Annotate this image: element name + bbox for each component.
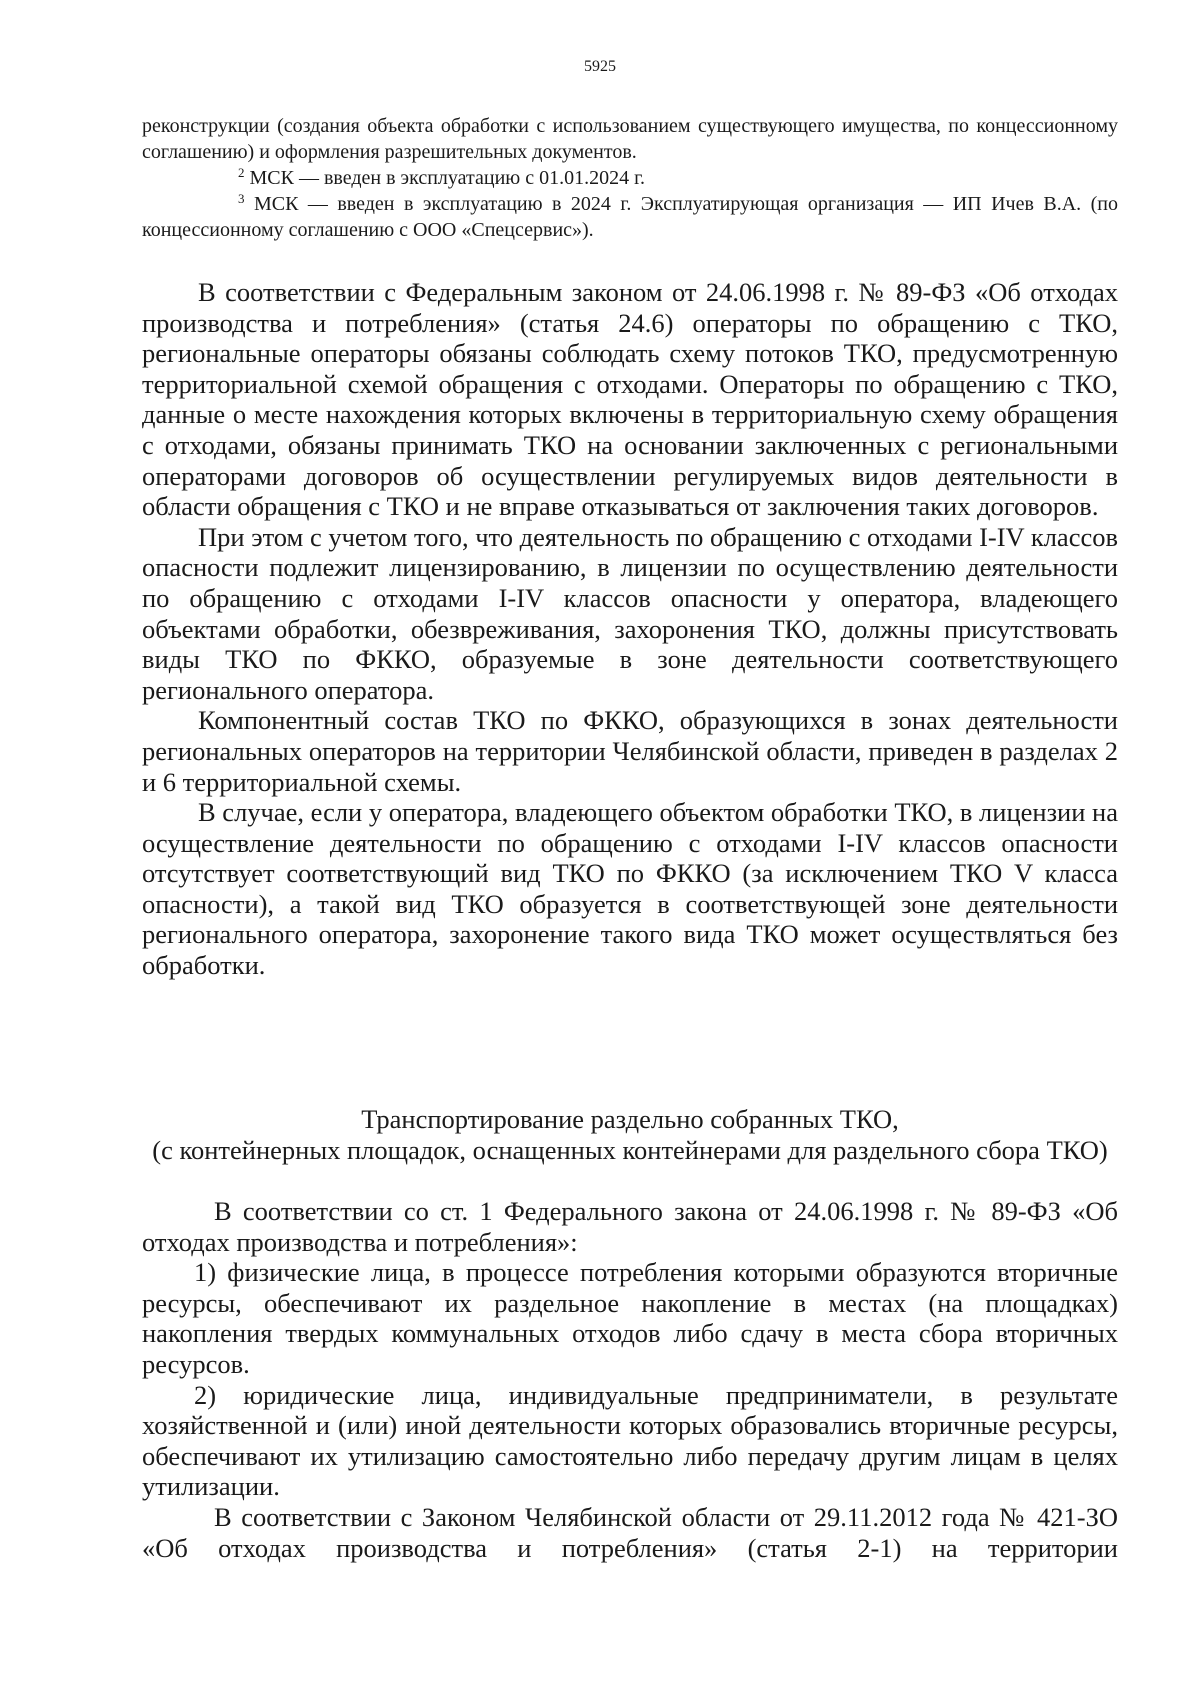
section-heading-line1: Транспортирование раздельно собранных ТКО, bbox=[361, 1104, 899, 1134]
footnote-2 bbox=[142, 165, 1118, 191]
footnote-3 bbox=[142, 191, 1118, 243]
footnote-2-text: МСК — введен в эксплуатацию с 01.01.2024 г. bbox=[244, 167, 646, 189]
paragraph-intro: В соответствии со ст. 1 Федерального закона от 24.06.1998 г. № 89-ФЗ «Об отходах производства и потребления»: bbox=[142, 1196, 1118, 1257]
paragraph-no-processing: В случае, если у оператора, владеющего объектом обработки ТКО, в лицензии на осуществление деятельности по обращению с отходами I-IV классов опасности отсутствует соответствующий вид ТКО по ФККО (за исключением ТКО V класса опасности), а такой вид ТКО образуется в соответствующей зоне деятельности регионального оператора, захоронение такого вида ТКО может осуществляться без обработки. bbox=[142, 797, 1118, 981]
list-item-2: 2) юридические лица, индивидуальные предприниматели, в результате хозяйственной и (или) иной деятельности которых образовались вторичные ресурсы, обеспечивают их утилизацию самостоятельно либо передачу другим лицам в целях утилизации. bbox=[142, 1379, 1118, 1502]
footnote-continuation: реконструкции (создания объекта обработки с использованием существующего имущества, по концессионному соглашению) и оформления разрешительных документов. bbox=[142, 115, 1118, 163]
footnote-3-mark: 3 bbox=[238, 191, 245, 206]
section-heading bbox=[142, 1104, 1118, 1165]
footnote-3-text: МСК — введен в эксплуатацию в 2024 г. Эксплуатирующая организация — ИП Ичев В.А. (по концессионному соглашению с ООО «Спецсервис»). bbox=[142, 193, 1118, 241]
list-item-1: 1) физические лица, в процессе потребления которыми образуются вторичные ресурсы, обеспечивают их раздельное накопление в местах (на площадках) накопления твердых коммунальных отходов либо сдачу в места сбора вторичных ресурсов. bbox=[142, 1257, 1118, 1379]
section-heading-line2: (с контейнерных площадок, оснащенных контейнерами для раздельного сбора ТКО) bbox=[152, 1134, 1108, 1165]
page-number: 5925 bbox=[584, 58, 616, 75]
section-body bbox=[142, 1196, 1118, 1563]
footnotes bbox=[142, 113, 1118, 243]
main-body bbox=[142, 277, 1118, 981]
footnote-2-mark: 2 bbox=[238, 165, 245, 180]
paragraph-composition: Компонентный состав ТКО по ФККО, образующихся в зонах деятельности региональных операторов на территории Челябинской области, приведен в разделах 2 и 6 территориальной схемы. bbox=[142, 705, 1118, 797]
paragraph-operators: В соответствии с Федеральным законом от 24.06.1998 г. № 89-ФЗ «Об отходах производства и потребления» (статья 24.6) операторы по обращению с ТКО, региональные операторы обязаны соблюдать схему потоков ТКО, предусмотренную территориальной схемой обращения с отходами. Операторы по обращению с ТКО, данные о месте нахождения которых включены в территориальную схему обращения с отходами, обязаны принимать ТКО на основании заключенных с региональными операторами договоров об осуществлении регулируемых видов деятельности в области обращения с ТКО и не вправе отказываться от заключения таких договоров. bbox=[142, 277, 1118, 522]
paragraph-regional-law: В соответствии с Законом Челябинской области от 29.11.2012 года № 421-ЗО «Об отходах производства и потребления» (статья 2-1) на территории bbox=[142, 1501, 1118, 1563]
paragraph-licensing: При этом с учетом того, что деятельность по обращению с отходами I-IV классов опасности подлежит лицензированию, в лицензии по осуществлению деятельности по обращению с отходами I-IV классов опасности у оператора, владеющего объектами обработки, обезвреживания, захоронения ТКО, должны присутствовать виды ТКО по ФККО, образуемые в зоне деятельности соответствующего регионального оператора. bbox=[142, 521, 1118, 705]
